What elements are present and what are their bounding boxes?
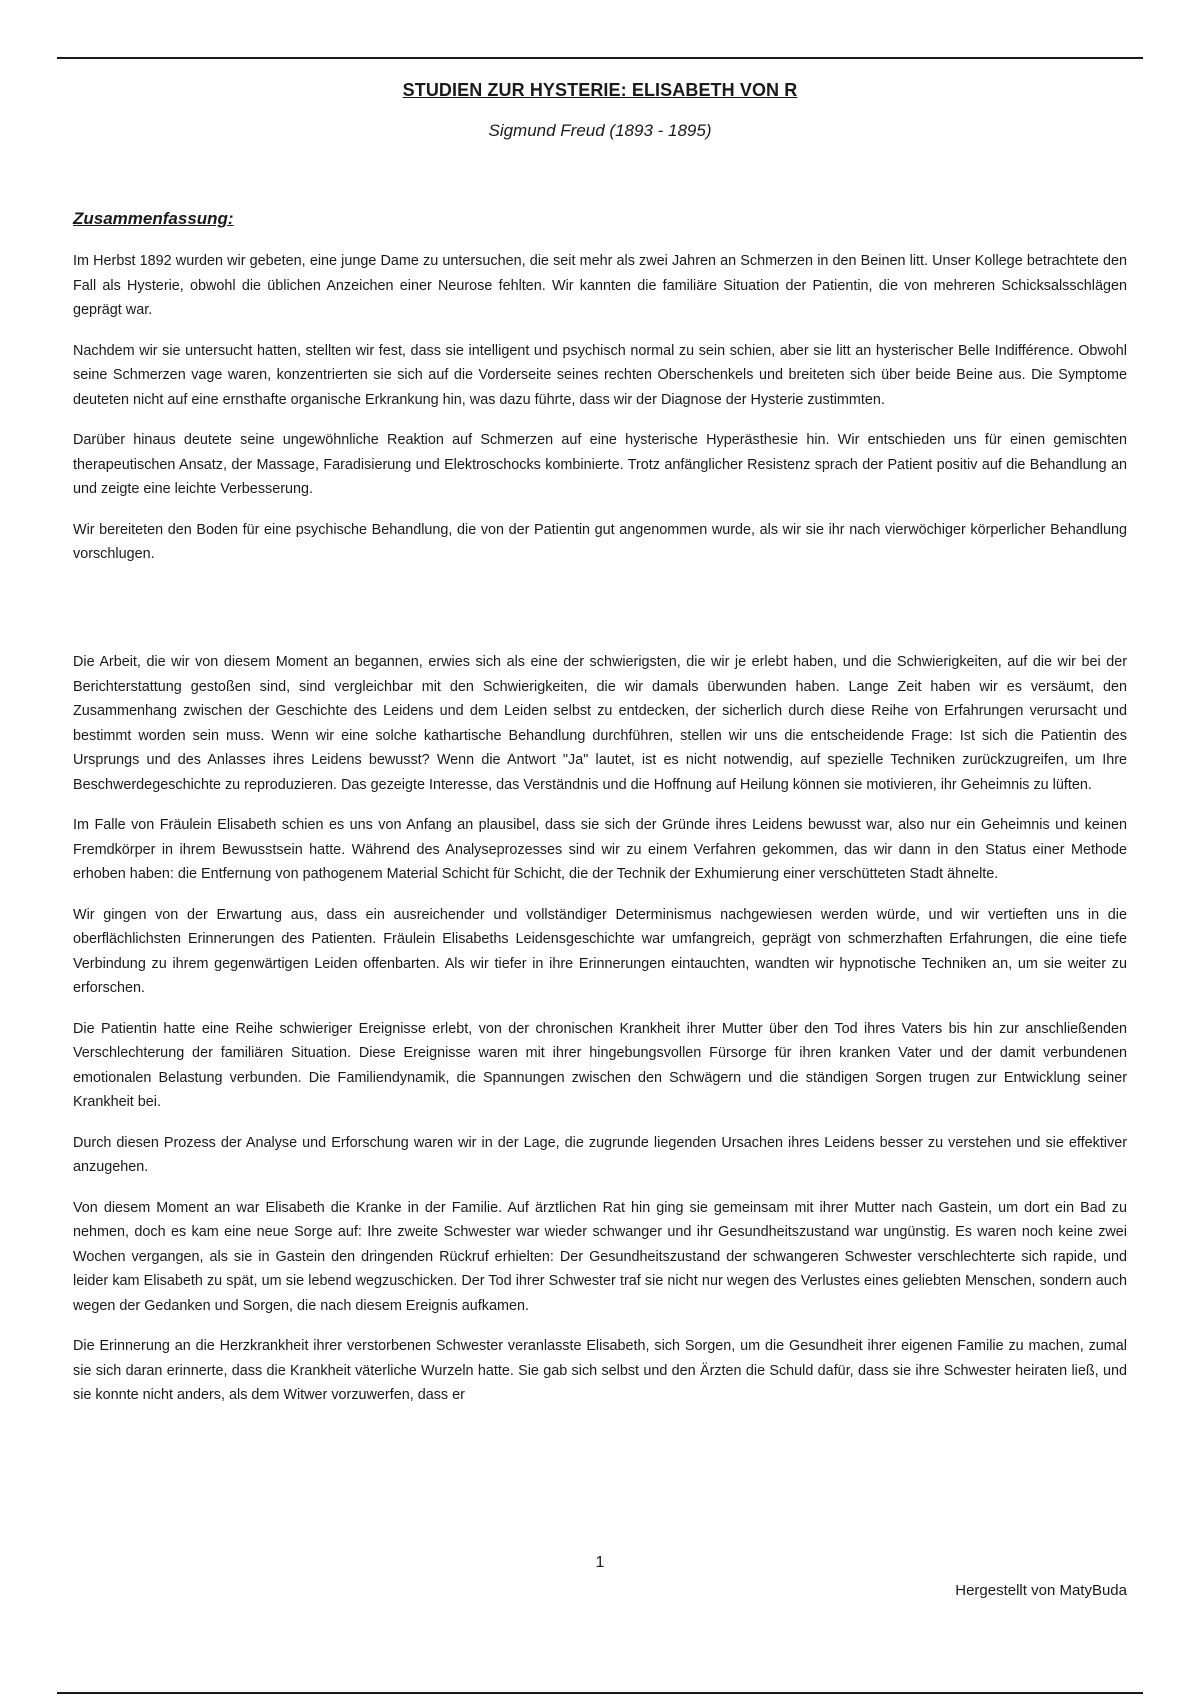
paragraph: Wir bereiteten den Boden für eine psychische Behandlung, die von der Patientin gut angenommen wurde, als wir sie ihr nach vierwöchiger körperlicher Behandlung vorschlugen. xyxy=(73,521,1127,562)
footer-credit: Hergestellt von MatyBuda xyxy=(955,1582,1127,1599)
paragraph: Die Arbeit, die wir von diesem Moment an begannen, erwies sich als eine der schwierigsten, die wir je erlebt haben, und die Schwierigkeiten, auf die wir bei der Berichterstattung gestoßen sind, sind vergleichbar mit den Schwierigkeiten, die wir damals überwunden haben. Lange Zeit haben wir es versäumt, den Zusammenhang zwischen der Geschichte des Leidens und dem Leiden selbst zu entdecken, der sicherlich durch diese Reihe von Erfahrungen verursacht und bestimmt worden sein muss. Wenn wir eine solche kathartische Behandlung durchführen, stellen wir uns die entscheidende Frage: Ist sich die Patientin des Ursprungs und des Anlasses ihres Leidens bewusst? Wenn die Antwort "Ja" lautet, ist es nicht notwendig, auf spezielle Techniken zurückzugreifen, um Ihre Beschwerdegeschichte zu reproduzieren. Das gezeigte Interesse, das Verständnis und die Hoffnung auf Heilung können sie motivieren, ihr Geheimnis zu lüften. xyxy=(73,654,1127,793)
paragraph: Nachdem wir sie untersucht hatten, stellten wir fest, dass sie intelligent und psychisch normal zu sein schien, aber sie litt an hysterischer Belle Indifférence. Obwohl seine Schmerzen vage waren, konzentrierten sie sich auf die Vorderseite seines rechten Oberschenkels und breiteten sich über beide Beine aus. Die Symptome deuteten nicht auf eine ernsthafte organische Erkrankung hin, was dazu führte, dass wir der Diagnose der Hysterie zustimmten. xyxy=(73,342,1127,408)
paragraph: Von diesem Moment an war Elisabeth die Kranke in der Familie. Auf ärztlichen Rat hin ging sie gemeinsam mit ihrer Mutter nach Gastein, um dort ein Bad zu nehmen, doch es kam eine neue Sorge auf: Ihre zweite Schwester war wieder schwanger und ihr Gesundheitszustand war ungünstig. Es waren noch keine zwei Wochen vergangen, als sie in Gastein den dringenden Rückruf erhielten: Der Gesundheitszustand der schwangeren Schwester verschlechterte sich rapide, und leider kam Elisabeth zu spät, um sie lebend wegzuschicken. Der Tod ihrer Schwester traf sie nicht nur wegen des Verlustes eines geliebten Menschen, sondern auch wegen der Gedanken und Sorgen, die nach diesem Ereignis aufkamen. xyxy=(73,1199,1127,1314)
paragraph: Wir gingen von der Erwartung aus, dass ein ausreichender und vollständiger Determinismus nachgewiesen werden würde, und wir vertieften uns in die oberflächlichsten Erinnerungen des Patienten. Fräulein Elisabeths Leidensgeschichte war umfangreich, geprägt von schmerzhaften Erfahrungen, die eine tiefe Verbindung zu ihrem gegenwärtigen Leiden offenbarten. Als wir tiefer in ihre Erinnerungen eintauchten, wandten wir hypnotische Techniken an, um sie weiter zu erforschen. xyxy=(73,906,1127,996)
paragraph: Im Falle von Fräulein Elisabeth schien es uns von Anfang an plausibel, dass sie sich der Gründe ihres Leidens bewusst war, also nur ein Geheimnis und keinen Fremdkörper in ihrem Bewusstsein hatte. Während des Analyseprozesses sind wir zu einem Verfahren gekommen, das wir dann in den Status einer Methode erhoben haben: die Entfernung von pathogenem Material Schicht für Schicht, die der Technik der Exhumierung einer verschütteten Stadt ähnelte. xyxy=(73,817,1127,882)
paragraph: Durch diesen Prozess der Analyse und Erforschung waren wir in der Lage, die zugrunde liegenden Ursachen ihres Leidens besser zu verstehen und sie effektiver anzugehen. xyxy=(73,1134,1127,1175)
bottom-rule xyxy=(57,1692,1143,1694)
document-header xyxy=(57,78,1143,142)
document-title: STUDIEN ZUR HYSTERIE: ELISABETH VON R xyxy=(402,80,798,100)
paragraph: Darüber hinaus deutete seine ungewöhnliche Reaktion auf Schmerzen auf eine hysterische Hyperästhesie hin. Wir entschieden uns für einen gemischten therapeutischen Ansatz, der Massage, Faradisierung und Elektroschocks kombinierte. Trotz anfänglicher Resistenz sprach der Patient positiv auf die Behandlung an und zeigte eine leichte Verbesserung. xyxy=(73,432,1127,497)
summary-part-1 xyxy=(73,249,1127,583)
document-author: Sigmund Freud (1893 - 1895) xyxy=(488,121,712,140)
top-rule xyxy=(57,57,1143,59)
paragraph: Die Erinnerung an die Herzkrankheit ihrer verstorbenen Schwester veranlasste Elisabeth, sich Sorgen, um die Gesundheit ihrer eigenen Familie zu machen, zumal sie sich daran erinnerte, dass die Krankheit väterliche Wurzeln hatte. Sie gab sich selbst und den Ärzten die Schuld dafür, dass sie ihre Schwester heiraten ließ, und sie konnte nicht anders, als dem Witwer vorzuwerfen, dass er xyxy=(73,1338,1127,1403)
paragraph: Die Patientin hatte eine Reihe schwieriger Ereignisse erlebt, von der chronischen Krankheit ihrer Mutter über den Tod ihres Vaters bis hin zur anschließenden Verschlechterung der familiären Situation. Diese Ereignisse waren mit ihrer hingebungsvollen Fürsorge für ihren kranken Vater und der damit verbundenen emotionalen Belastung verbunden. Die Familiendynamik, die Spannungen zwischen den Schwägern und die ständigen Sorgen trugen zur Entwicklung seiner Krankheit bei. xyxy=(73,1020,1127,1110)
page-number: 1 xyxy=(595,1554,605,1571)
paragraph: Im Herbst 1892 wurden wir gebeten, eine junge Dame zu untersuchen, die seit mehr als zwei Jahren an Schmerzen in den Beinen litt. Unser Kollege betrachtete den Fall als Hysterie, obwohl die üblichen Anzeichen einer Neurose fehlten. Wir kannten die familiäre Situation der Patientin, die von mehreren Schicksalsschlägen geprägt war. xyxy=(73,253,1127,318)
summary-part-2 xyxy=(73,650,1127,1424)
section-heading: Zusammenfassung: xyxy=(73,209,234,228)
